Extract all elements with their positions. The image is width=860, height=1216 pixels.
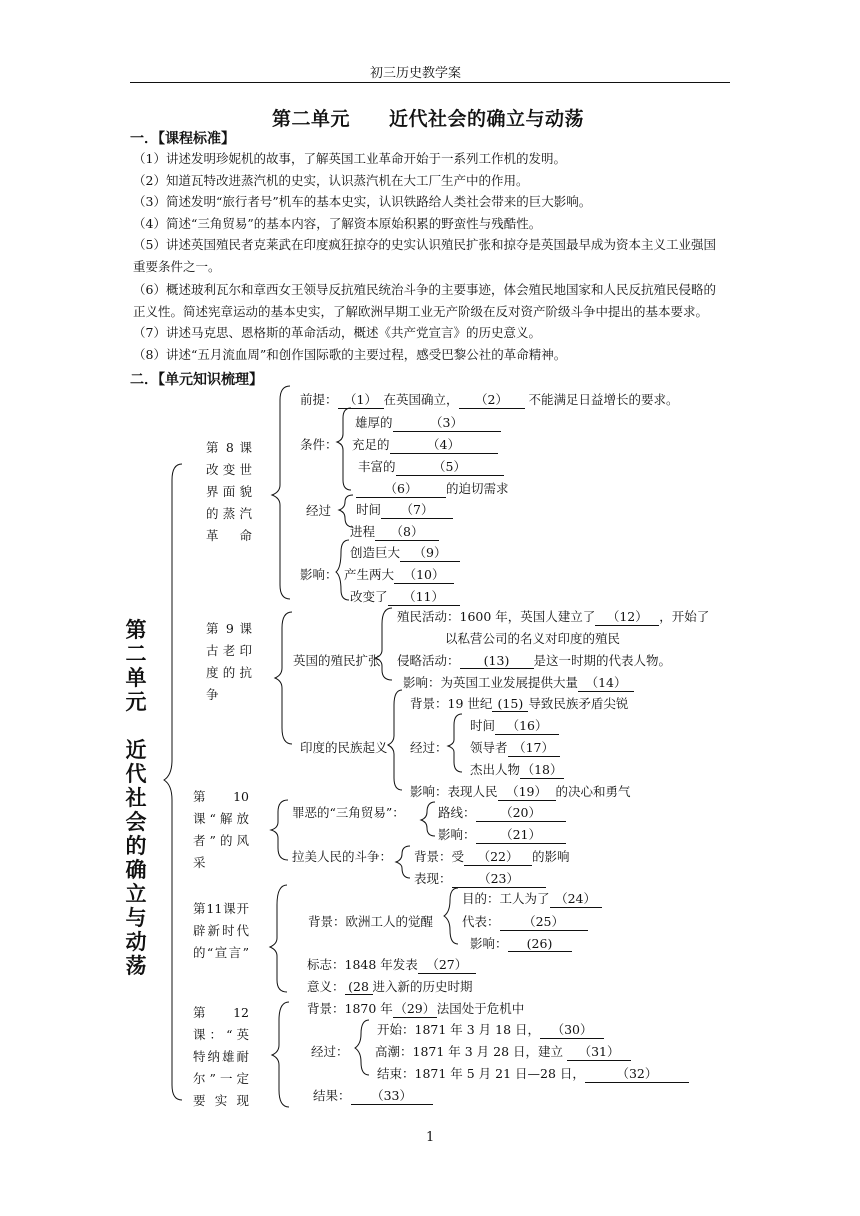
l8-cond-2 <box>352 435 498 454</box>
l11-goal-text: 目的：工人为了 <box>462 891 550 906</box>
blank-15: (15) <box>492 696 528 712</box>
lesson-10-label: 第 10 课“解放者”的风采 <box>193 789 249 870</box>
l11-meaning <box>307 977 473 995</box>
l8-inf-3 <box>350 587 460 606</box>
l12-start-text: 开始：1871 年 3 月 18 日， <box>377 1022 541 1037</box>
l12-bg-text: 背景：1870 年 <box>307 1001 393 1016</box>
l9-uprising-effect <box>410 782 631 801</box>
l10-trade-label: 罪恶的“三角贸易”： <box>292 805 405 820</box>
l8-premise-mid: 在英国确立， <box>383 392 459 407</box>
l12-start <box>377 1020 604 1039</box>
l8-cond-3 <box>358 457 504 476</box>
blank-16: （16） <box>495 716 559 735</box>
blank-2: （2） <box>459 390 525 409</box>
standard-item: （5）讲述英国殖民者克莱武在印度疯狂掠夺的史实认识殖民扩张和掠夺是英国最早成为资本主义工业强国 <box>133 237 716 252</box>
l11-rep-text: 代表： <box>462 914 500 929</box>
l9-uprising-background <box>410 694 628 712</box>
blank-28: (28 <box>345 979 373 995</box>
l8-premise-label: 前提： <box>300 392 338 407</box>
l8-cond-4-text: 的迫切需求 <box>446 481 509 496</box>
l11-meaning-label: 意义： <box>307 979 345 994</box>
l9-colonial-activity-text: 殖民活动：1600 年，英国人建立了 <box>397 609 596 624</box>
blank-18: （18） <box>521 762 563 777</box>
l9-uprising-label: 印度的民族起义 <box>300 740 388 755</box>
l8-inf-3-text: 改变了 <box>350 589 388 604</box>
lesson-11-label: 第11课开辟新时代的“宣言” <box>193 901 249 960</box>
l8-cond-1 <box>355 413 501 432</box>
l8-process-label: 经过 <box>306 503 332 518</box>
l12-process-label: 经过： <box>311 1044 349 1059</box>
blank-31: （31） <box>567 1042 631 1061</box>
lesson-8-label: 第 8 课改变世界面貌的蒸汽革命 <box>206 440 252 543</box>
blank-33: （33） <box>351 1086 433 1105</box>
blank-30: （30） <box>540 1020 604 1039</box>
blank-29: （29） <box>394 1001 436 1016</box>
blank-4: （4） <box>390 435 498 454</box>
standard-item: 重要条件之一。 <box>133 259 221 274</box>
blank-3: （3） <box>393 413 501 432</box>
l9-uprising-time-text: 时间 <box>470 718 496 733</box>
l8-conditions-label: 条件： <box>300 437 338 452</box>
l10-latam-bg-end: 的影响 <box>532 849 570 864</box>
l12-climax <box>375 1042 631 1061</box>
l8-inf-2-text: 产生两大 <box>344 567 395 582</box>
blank-11: （11） <box>388 587 460 606</box>
page-title: 第二单元 近代社会的确立与动荡 <box>272 108 585 130</box>
page-number: 1 <box>426 1130 435 1145</box>
l10-trade-influence <box>438 825 566 844</box>
blank-8: （8） <box>375 522 439 541</box>
l8-proc-2 <box>350 522 439 541</box>
l9-uprising-hero-text: 杰出人物 <box>470 762 521 777</box>
l9-aggression <box>397 651 671 669</box>
blank-5: （5） <box>396 457 504 476</box>
l9-aggression-end: 是这一时期的代表人物。 <box>533 653 672 668</box>
l9-colonial-influence-text: 影响：为英国工业发展提供大量 <box>403 675 579 690</box>
l8-inf-2 <box>344 565 454 584</box>
blank-12: （12） <box>595 607 659 626</box>
l9-colonial-activity-cont: 以私营公司的名义对印度的殖民 <box>445 631 621 646</box>
l10-latam-bg-text: 背景：受 <box>414 849 465 864</box>
l9-colonial-label: 英国的殖民扩张 <box>293 653 381 668</box>
l8-proc-2-text: 进程 <box>350 524 376 539</box>
l10-latam-label: 拉美人民的斗争： <box>292 849 393 864</box>
l11-influence <box>470 934 572 952</box>
standard-item: （3）简述发明“旅行者号”机车的基本史实，认识铁路给人类社会带来的巨大影响。 <box>133 194 592 209</box>
standard-item: （7）讲述马克思、恩格斯的革命活动，概述《共产党宣言》的历史意义。 <box>133 325 541 340</box>
unit-label-number: 第二单元 <box>125 617 147 714</box>
blank-6: （6） <box>356 479 446 498</box>
section-heading-standards: 一．【课程标准】 <box>130 131 235 147</box>
l11-meaning-end: 进入新的历史时期 <box>372 979 473 994</box>
blank-22: （22） <box>464 847 532 866</box>
blank-13: (13) <box>460 653 534 669</box>
l12-end-text: 结束：1871 年 5 月 21 日—28 日， <box>377 1066 585 1081</box>
l11-background-label: 背景：欧洲工人的觉醒 <box>308 914 434 929</box>
l8-influence-label: 影响： <box>300 567 338 582</box>
l12-background <box>307 999 524 1018</box>
l12-result-text: 结果： <box>313 1088 351 1103</box>
l9-uprising-effect-end: 的决心和勇气 <box>555 784 631 799</box>
l8-cond-3-text: 丰富的 <box>358 459 396 474</box>
l12-end <box>377 1064 689 1083</box>
l9-aggression-label: 侵略活动： <box>397 653 460 668</box>
blank-14: （14） <box>578 673 634 692</box>
l10-trade-route <box>438 803 566 822</box>
l9-colonial-activity <box>397 607 709 626</box>
l11-mark <box>307 955 476 974</box>
l9-uprising-leader-text: 领导者 <box>470 740 508 755</box>
l9-uprising-leader <box>470 738 560 757</box>
l11-mark-text: 标志：1848 年发表 <box>307 957 418 972</box>
l9-colonial-influence <box>403 673 634 692</box>
blank-32: （32） <box>585 1064 689 1083</box>
blank-21: （21） <box>476 825 566 844</box>
lesson-12-label: 第 12 课：“英特纳雄耐尔”一定要实现 <box>193 1005 249 1108</box>
blank-25: （25） <box>500 912 588 931</box>
l8-cond-2-text: 充足的 <box>352 437 390 452</box>
running-header: 初三历史教学案 <box>370 66 462 81</box>
l10-trade-influence-text: 影响： <box>438 827 476 842</box>
blank-1: （1） <box>338 390 384 409</box>
lesson-9-label: 第 9 课古老印度的抗争 <box>206 621 252 702</box>
l9-uprising-bg-text: 背景：19 世纪 <box>410 696 493 711</box>
blank-23: （23） <box>452 869 546 888</box>
l8-proc-1-text: 时间 <box>356 502 382 517</box>
l10-latam-perf-text: 表现： <box>414 871 452 886</box>
l11-inf-text: 影响： <box>470 936 508 951</box>
standard-item: （4）简述“三角贸易”的基本内容，了解资本原始积累的野蛮性与残酷性。 <box>133 216 542 231</box>
section-heading-knowledge: 二．【单元知识梳理】 <box>130 372 263 388</box>
l12-climax-text: 高潮：1871 年 3 月 28 日，建立 <box>375 1044 568 1059</box>
standard-item: 正义性。简述宪章运动的基本史实，了解欧洲早期工业无产阶级在反对资产阶级斗争中提出的基本要求。 <box>133 304 709 319</box>
blank-17: （17） <box>508 738 560 757</box>
l9-uprising-time <box>470 716 559 735</box>
standard-item: （2）知道瓦特改进蒸汽机的史实，认识蒸汽机在大工厂生产中的作用。 <box>133 173 529 188</box>
blank-19: （19） <box>498 782 556 801</box>
blank-24: （24） <box>550 889 602 908</box>
l8-inf-1 <box>350 543 460 562</box>
l9-uprising-process-label: 经过： <box>410 740 448 755</box>
l9-uprising-hero <box>470 760 564 779</box>
l8-cond-4 <box>356 479 509 498</box>
blank-26: (26) <box>508 936 572 952</box>
l12-bg-end: 法国处于危机中 <box>436 1001 525 1016</box>
l8-cond-1-text: 雄厚的 <box>355 415 393 430</box>
unit-label-title: 近代社会的确立与动荡 <box>125 737 147 978</box>
l10-latam-background <box>414 847 570 866</box>
blank-7: （7） <box>381 500 453 519</box>
l11-goal <box>462 889 602 908</box>
l9-uprising-effect-text: 影响：表现人民 <box>410 784 498 799</box>
l8-proc-1 <box>356 500 453 519</box>
l9-colonial-activity-end: ，开始了 <box>659 609 710 624</box>
standard-item: （8）讲述“五月流血周”和创作国际歌的主要过程，感受巴黎公社的革命精神。 <box>133 347 567 362</box>
l11-representatives <box>462 912 588 931</box>
standard-item: （6）概述玻利瓦尔和章西女王领导反抗殖民统治斗争的主要事迹，体会殖民地国家和人民反抗殖民侵略的 <box>133 282 716 297</box>
l8-premise <box>300 390 679 409</box>
l12-result <box>313 1086 433 1105</box>
l8-inf-1-text: 创造巨大 <box>350 545 401 560</box>
l10-latam-performance <box>414 869 546 888</box>
blank-20: （20） <box>476 803 566 822</box>
blank-10: （10） <box>394 565 454 584</box>
l9-uprising-bg-end: 导致民族矛盾尖锐 <box>528 696 629 711</box>
blank-9: （9） <box>400 543 460 562</box>
l10-trade-route-text: 路线： <box>438 805 476 820</box>
l8-premise-end: 不能满足日益增长的要求。 <box>524 392 679 407</box>
blank-27: （27） <box>418 955 476 974</box>
standard-item: （1）讲述发明珍妮机的故事，了解英国工业革命开始于一系列工作机的发明。 <box>133 151 566 166</box>
